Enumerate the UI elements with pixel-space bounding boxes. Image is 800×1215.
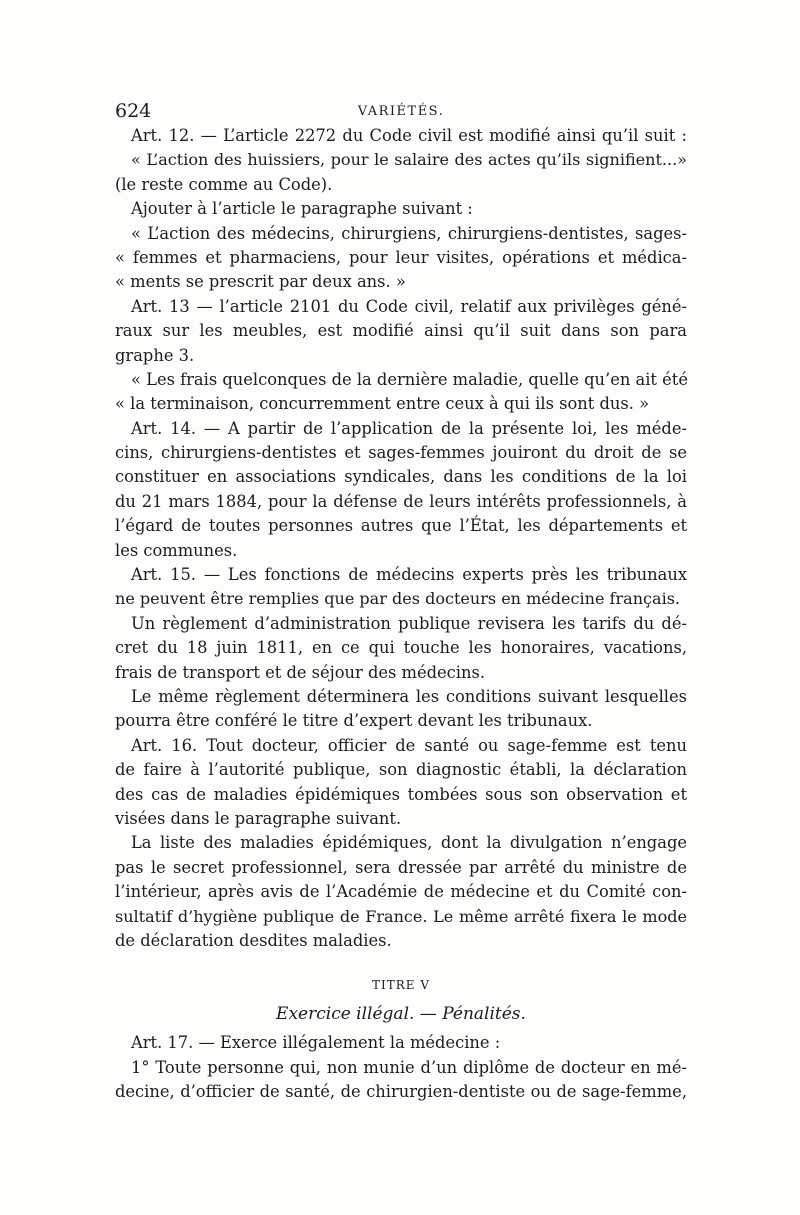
text-line: « la terminaison, concurremment entre ceux à qui ils sont dus. » bbox=[115, 394, 650, 414]
text-line: raux sur les meubles, est modifié ainsi qu’il suit dans son para bbox=[115, 321, 687, 341]
text-line: Un règlement d’administration publique revisera les tarifs du dé- bbox=[131, 613, 687, 633]
text-line: cins, chirurgiens-dentistes et sages-femmes jouiront du droit de se bbox=[115, 443, 687, 463]
continued-text bbox=[115, 1031, 687, 1104]
text-line: Art. 16. Tout docteur, officier de santé ou sage-femme est tenu bbox=[131, 735, 687, 755]
section-subtitle: Exercice illégal. — Pénalités. bbox=[276, 1004, 526, 1025]
text-line: visées dans le paragraphe suivant. bbox=[115, 808, 402, 828]
text-line: cret du 18 juin 1811, en ce qui touche les honoraires, vacations, bbox=[115, 638, 687, 658]
text-line: Art. 13 — l’article 2101 du Code civil, relatif aux privilèges géné- bbox=[131, 296, 687, 316]
text-line: du 21 mars 1884, pour la défense de leurs intérêts professionnels, à bbox=[115, 491, 687, 511]
text-line: (le reste comme au Code). bbox=[115, 174, 333, 194]
section-gap bbox=[115, 953, 687, 973]
text-line: Art. 17. — Exerce illégalement la médecine : bbox=[131, 1033, 501, 1053]
text-line: pourra être conféré le titre d’expert devant les tribunaux. bbox=[115, 711, 593, 731]
text-line: Art. 12. — L’article 2272 du Code civil est modifié ainsi qu’il suit : bbox=[131, 126, 687, 145]
text-line: frais de transport et de séjour des médecins. bbox=[115, 662, 486, 682]
text-line: « L’action des médecins, chirurgiens, chirurgiens-dentistes, sages- bbox=[131, 223, 687, 243]
page-header bbox=[115, 96, 687, 124]
text-line: Art. 15. — Les fonctions de médecins experts près les tribunaux bbox=[131, 565, 687, 585]
text-line: des cas de maladies épidémiques tombées sous son observation et bbox=[115, 784, 687, 804]
text-line: 1° Toute personne qui, non munie d’un diplôme de docteur en mé- bbox=[131, 1057, 687, 1077]
text-line: de faire à l’autorité publique, son diagnostic établi, la déclaration bbox=[115, 760, 687, 780]
body-text bbox=[115, 124, 687, 953]
text-line: decine, d’officier de santé, de chirurgien-dentiste ou de sage-femme, bbox=[115, 1082, 687, 1102]
text-line: les communes. bbox=[115, 540, 238, 560]
text-line: « Les frais quelconques de la dernière maladie, quelle qu’en ait été bbox=[131, 369, 688, 389]
text-line: La liste des maladies épidémiques, dont la divulgation n’engage bbox=[131, 833, 687, 853]
text-line: l’intérieur, après avis de l’Académie de médecine et du Comité con- bbox=[115, 882, 687, 902]
text-line: « L’action des huissiers, pour le salaire des actes qu’ils signifient...» bbox=[131, 150, 687, 170]
page-number: 624 bbox=[115, 100, 152, 122]
text-line: de déclaration desdites maladies. bbox=[115, 930, 392, 950]
text-line: « femmes et pharmaciens, pour leur visites, opérations et médica- bbox=[115, 247, 687, 267]
text-line: Ajouter à l’article le paragraphe suivant : bbox=[131, 199, 473, 219]
document-page bbox=[115, 96, 687, 1104]
text-line: ne peuvent être remplies que par des docteurs en médecine français. bbox=[115, 589, 681, 609]
text-line: graphe 3. bbox=[115, 345, 195, 365]
text-line: « ments se prescrit par deux ans. » bbox=[115, 272, 406, 292]
text-line: sultatif d’hygiène publique de France. Le même arrêté fixera le mode bbox=[115, 906, 687, 926]
section-heading: TITRE V bbox=[371, 978, 431, 993]
running-title: VARIÉTÉS. bbox=[357, 104, 445, 119]
text-line: Art. 14. — A partir de l’application de la présente loi, les méde- bbox=[131, 418, 687, 438]
text-line: pas le secret professionnel, sera dressée par arrêté du ministre de bbox=[115, 857, 687, 877]
text-line: constituer en associations syndicales, dans les conditions de la loi bbox=[115, 467, 687, 487]
text-line: l’égard de toutes personnes autres que l’État, les départements et bbox=[115, 516, 687, 536]
text-line: Le même règlement déterminera les conditions suivant lesquelles bbox=[131, 686, 687, 706]
